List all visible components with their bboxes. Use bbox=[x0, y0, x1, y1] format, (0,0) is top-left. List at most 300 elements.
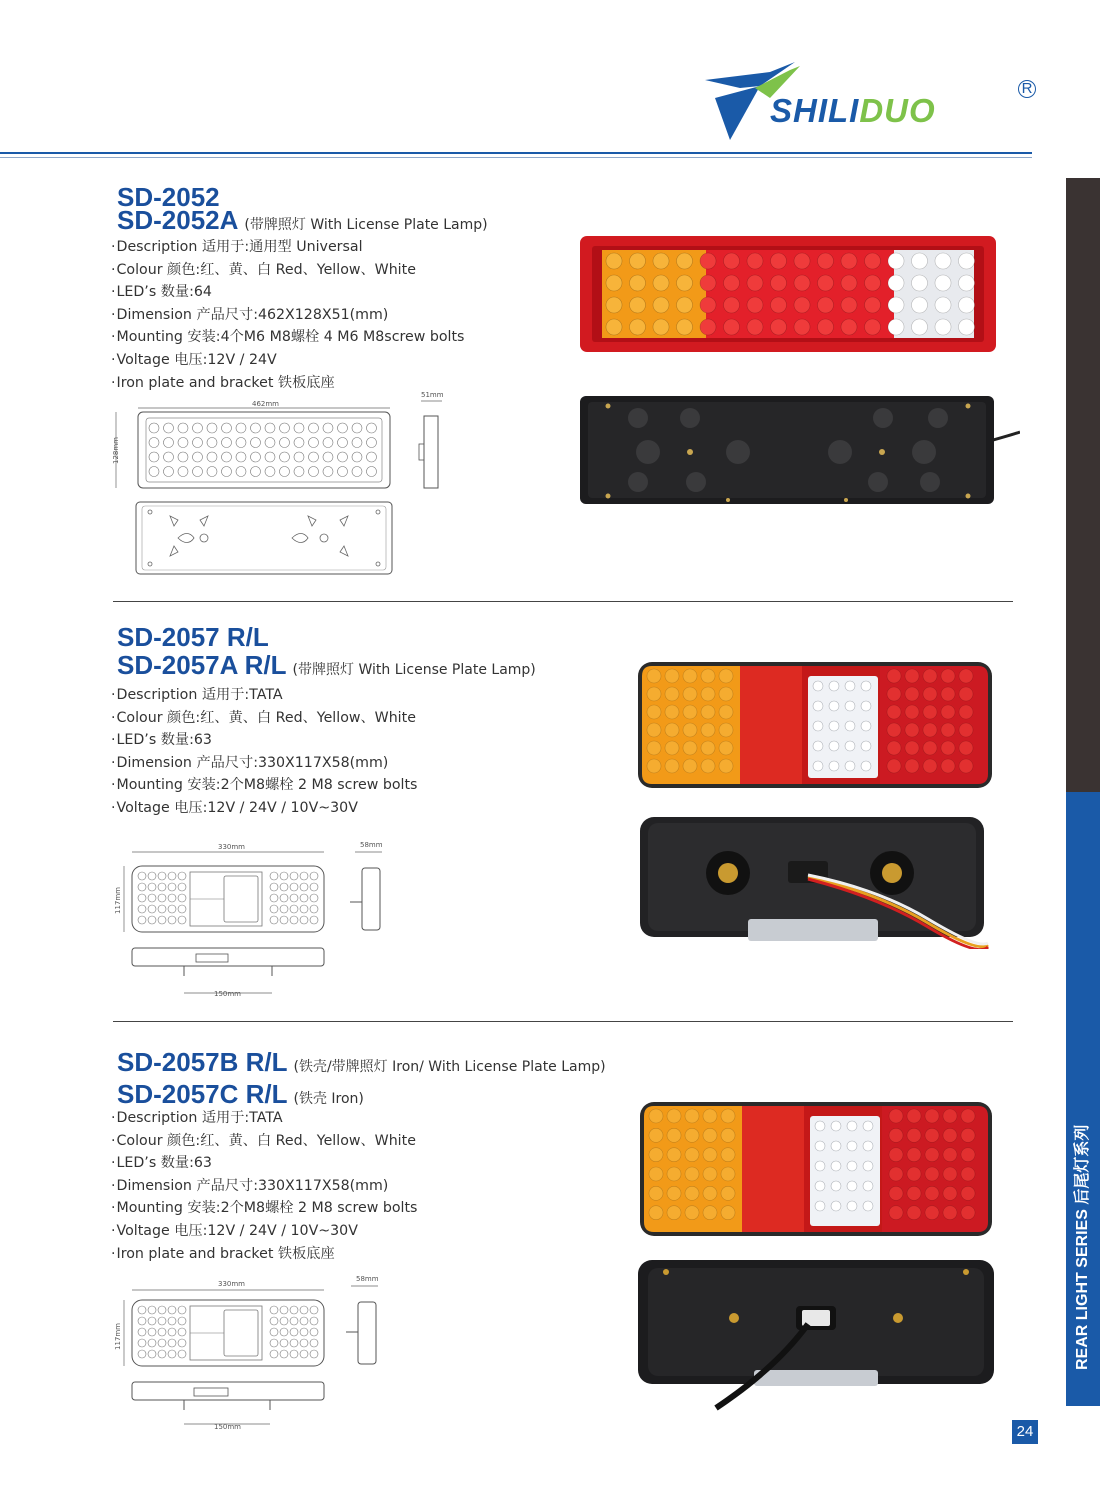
led-dot bbox=[721, 1128, 735, 1142]
led-dot bbox=[251, 452, 261, 462]
led-dot bbox=[677, 275, 693, 291]
led-dot bbox=[367, 452, 377, 462]
led-dot bbox=[907, 1186, 921, 1200]
led-dot bbox=[310, 1317, 318, 1325]
led-dot bbox=[280, 1350, 288, 1358]
led-dot bbox=[724, 275, 740, 291]
led-dot bbox=[178, 423, 188, 433]
led-dot bbox=[168, 916, 176, 924]
led-dot bbox=[178, 1306, 186, 1314]
led-dot bbox=[771, 319, 787, 335]
led-dot bbox=[193, 467, 203, 477]
led-dot bbox=[148, 916, 156, 924]
led-dot bbox=[300, 1317, 308, 1325]
led-dot bbox=[794, 319, 810, 335]
led-dot bbox=[138, 872, 146, 880]
led-dot bbox=[270, 916, 278, 924]
led-dot bbox=[300, 905, 308, 913]
spec-colour: · Colour 颜色:红、黄、白 Red、Yellow、White bbox=[111, 707, 417, 730]
led-dot bbox=[703, 1109, 717, 1123]
led-dot bbox=[280, 894, 288, 902]
led-dot bbox=[270, 1306, 278, 1314]
led-dot bbox=[941, 759, 955, 773]
led-dot bbox=[294, 452, 304, 462]
led-dot bbox=[149, 423, 159, 433]
led-dot bbox=[941, 705, 955, 719]
led-dot bbox=[323, 467, 333, 477]
led-dot bbox=[829, 761, 839, 771]
spec-iron-plate: · Iron plate and bracket 铁板底座 bbox=[111, 372, 464, 395]
led-dot bbox=[653, 275, 669, 291]
led-dot bbox=[236, 452, 246, 462]
led-dot bbox=[701, 759, 715, 773]
led-dot bbox=[845, 741, 855, 751]
led-dot bbox=[888, 319, 904, 335]
led-dot bbox=[724, 297, 740, 313]
led-dot bbox=[923, 687, 937, 701]
led-dot bbox=[818, 253, 834, 269]
led-dot bbox=[959, 759, 973, 773]
led-dot bbox=[280, 883, 288, 891]
led-dot bbox=[653, 253, 669, 269]
led-dot bbox=[300, 1339, 308, 1347]
led-dot bbox=[943, 1167, 957, 1181]
led-dot bbox=[818, 275, 834, 291]
spec-dimension: · Dimension 产品尺寸:462X128X51(mm) bbox=[111, 304, 464, 327]
led-dot bbox=[685, 1206, 699, 1220]
led-dot bbox=[667, 1186, 681, 1200]
led-dot bbox=[721, 1148, 735, 1162]
led-dot bbox=[912, 253, 928, 269]
led-grid-drawing bbox=[138, 872, 318, 924]
spec-voltage: · Voltage 电压:12V / 24V bbox=[111, 349, 464, 372]
led-dot bbox=[829, 681, 839, 691]
led-dot bbox=[925, 1109, 939, 1123]
dim-depth-label: 58mm bbox=[356, 1275, 379, 1283]
led-dot bbox=[959, 705, 973, 719]
led-dot bbox=[703, 1128, 717, 1142]
led-dot bbox=[943, 1186, 957, 1200]
led-dot bbox=[889, 1148, 903, 1162]
led-dot bbox=[703, 1148, 717, 1162]
dim-width-label: 462mm bbox=[252, 400, 279, 408]
led-dot bbox=[606, 319, 622, 335]
led-dot bbox=[889, 1167, 903, 1181]
led-dot bbox=[270, 1317, 278, 1325]
led-dot bbox=[649, 1148, 663, 1162]
led-dot bbox=[907, 1167, 921, 1181]
led-dot bbox=[861, 721, 871, 731]
led-dot bbox=[845, 721, 855, 731]
led-dot bbox=[703, 1186, 717, 1200]
led-dot bbox=[158, 916, 166, 924]
lamp-front-photo-sd2057b bbox=[638, 1100, 994, 1238]
led-dot bbox=[149, 452, 159, 462]
led-dot bbox=[270, 872, 278, 880]
led-dot bbox=[265, 452, 275, 462]
led-dot bbox=[685, 1128, 699, 1142]
led-grid-drawing bbox=[138, 1306, 318, 1358]
led-dot bbox=[178, 452, 188, 462]
dim-depth-label: 58mm bbox=[360, 841, 383, 849]
led-dot bbox=[683, 741, 697, 755]
led-dot bbox=[290, 1350, 298, 1358]
led-dot bbox=[925, 1128, 939, 1142]
led-dot bbox=[959, 275, 975, 291]
led-dot bbox=[178, 1317, 186, 1325]
led-dot bbox=[813, 721, 823, 731]
led-dot bbox=[352, 467, 362, 477]
led-dot bbox=[701, 669, 715, 683]
led-dot bbox=[719, 669, 733, 683]
led-dot bbox=[280, 467, 290, 477]
led-dot bbox=[178, 916, 186, 924]
led-dot bbox=[829, 721, 839, 731]
led-dot bbox=[907, 1148, 921, 1162]
led-dot bbox=[845, 701, 855, 711]
led-dot bbox=[925, 1148, 939, 1162]
led-dot bbox=[818, 319, 834, 335]
led-dot bbox=[207, 423, 217, 433]
led-dot bbox=[841, 319, 857, 335]
led-dot bbox=[719, 687, 733, 701]
model-title-sd2057: SD-2057 R/L bbox=[117, 622, 269, 652]
led-dot bbox=[677, 319, 693, 335]
led-dot bbox=[178, 894, 186, 902]
led-dot bbox=[861, 741, 871, 751]
led-dot bbox=[222, 438, 232, 448]
led-dot bbox=[719, 705, 733, 719]
led-dot bbox=[865, 253, 881, 269]
led-dot bbox=[667, 1148, 681, 1162]
led-dot bbox=[905, 669, 919, 683]
led-dot bbox=[265, 467, 275, 477]
led-dot bbox=[889, 1109, 903, 1123]
led-dot bbox=[667, 1128, 681, 1142]
led-dot bbox=[193, 423, 203, 433]
led-dot bbox=[270, 883, 278, 891]
registered-mark: R bbox=[1018, 80, 1036, 98]
led-dot bbox=[352, 452, 362, 462]
led-dot bbox=[310, 1350, 318, 1358]
led-dot bbox=[907, 1109, 921, 1123]
led-dot bbox=[138, 1350, 146, 1358]
led-dot bbox=[912, 275, 928, 291]
lamp-back-photo-sd2057b bbox=[636, 1258, 996, 1416]
led-dot bbox=[841, 253, 857, 269]
led-dot bbox=[222, 467, 232, 477]
led-dot bbox=[309, 438, 319, 448]
led-dot bbox=[724, 319, 740, 335]
spec-mounting: · Mounting 安装:2个M8螺栓 2 M8 screw bolts bbox=[111, 774, 417, 797]
spec-description: · Description 适用于:通用型 Universal bbox=[111, 236, 464, 259]
led-dot bbox=[630, 297, 646, 313]
led-dot bbox=[847, 1121, 857, 1131]
led-dot bbox=[164, 423, 174, 433]
spec-voltage: · Voltage 电压:12V / 24V / 10V~30V bbox=[111, 797, 417, 820]
led-dot bbox=[907, 1128, 921, 1142]
led-dot bbox=[721, 1109, 735, 1123]
led-dot bbox=[943, 1128, 957, 1142]
led-dot bbox=[138, 1317, 146, 1325]
led-dot bbox=[865, 297, 881, 313]
led-dot bbox=[905, 741, 919, 755]
led-dot bbox=[270, 894, 278, 902]
led-dot bbox=[280, 1317, 288, 1325]
led-dot bbox=[703, 1206, 717, 1220]
led-dot bbox=[236, 438, 246, 448]
led-dot bbox=[168, 1328, 176, 1336]
led-dot bbox=[912, 319, 928, 335]
led-dot bbox=[290, 872, 298, 880]
led-dot bbox=[925, 1206, 939, 1220]
led-dot bbox=[290, 1317, 298, 1325]
led-dot bbox=[148, 905, 156, 913]
led-dot bbox=[665, 741, 679, 755]
led-dot bbox=[178, 1339, 186, 1347]
spec-dimension: · Dimension 产品尺寸:330X117X58(mm) bbox=[111, 1175, 417, 1198]
led-dot bbox=[158, 894, 166, 902]
led-dot bbox=[280, 452, 290, 462]
technical-drawing-sd2057b bbox=[110, 1272, 400, 1436]
led-dot bbox=[310, 1306, 318, 1314]
model-title-sd2057a: SD-2057A R/L (带牌照灯 With License Plate Lamp) bbox=[117, 650, 536, 680]
led-dot bbox=[168, 1306, 176, 1314]
led-dot bbox=[701, 741, 715, 755]
led-dot bbox=[294, 438, 304, 448]
led-dot bbox=[164, 452, 174, 462]
led-dot bbox=[815, 1121, 825, 1131]
led-dot bbox=[649, 1128, 663, 1142]
led-dot bbox=[280, 423, 290, 433]
led-dot bbox=[771, 253, 787, 269]
led-dot bbox=[178, 872, 186, 880]
spec-voltage: · Voltage 电压:12V / 24V / 10V~30V bbox=[111, 1220, 417, 1243]
model-title-sd2052: SD-2052 bbox=[117, 182, 220, 212]
led-dot bbox=[270, 1328, 278, 1336]
led-dot bbox=[647, 705, 661, 719]
spec-mounting: · Mounting 安装:4个M6 M8螺栓 4 M6 M8screw bolts bbox=[111, 326, 464, 349]
led-dot bbox=[935, 275, 951, 291]
led-dot bbox=[719, 759, 733, 773]
led-dot bbox=[310, 894, 318, 902]
led-dot bbox=[845, 681, 855, 691]
led-dot bbox=[861, 761, 871, 771]
led-dot bbox=[310, 1339, 318, 1347]
led-dot bbox=[887, 741, 901, 755]
technical-drawing-sd2052 bbox=[108, 388, 448, 580]
model-title-sd2057b: SD-2057B R/L (铁壳/带牌照灯 Iron/ With License Plate Lamp) bbox=[117, 1047, 606, 1077]
led-dot bbox=[338, 467, 348, 477]
led-dot bbox=[207, 467, 217, 477]
led-dot bbox=[861, 701, 871, 711]
led-dot bbox=[148, 1306, 156, 1314]
led-dot bbox=[290, 1306, 298, 1314]
led-dot bbox=[865, 275, 881, 291]
led-dot bbox=[865, 319, 881, 335]
led-dot bbox=[943, 1148, 957, 1162]
led-dot bbox=[888, 297, 904, 313]
led-dot bbox=[747, 275, 763, 291]
led-dot bbox=[887, 705, 901, 719]
led-dot bbox=[158, 872, 166, 880]
section-divider bbox=[113, 601, 1013, 602]
led-dot bbox=[207, 452, 217, 462]
led-dot bbox=[831, 1201, 841, 1211]
series-label: REAR LIGHT SERIES 后尾灯系列 bbox=[1074, 1124, 1091, 1370]
led-dot bbox=[815, 1181, 825, 1191]
led-dot bbox=[845, 761, 855, 771]
led-dot bbox=[158, 883, 166, 891]
led-dot bbox=[300, 894, 308, 902]
model-note: (带牌照灯 With License Plate Lamp) bbox=[292, 662, 536, 678]
led-dot bbox=[841, 275, 857, 291]
led-dot bbox=[647, 759, 661, 773]
led-dot bbox=[815, 1141, 825, 1151]
model-title-sd2052a: SD-2052A (带牌照灯 With License Plate Lamp) bbox=[117, 205, 488, 235]
led-dot bbox=[887, 669, 901, 683]
led-dot bbox=[630, 319, 646, 335]
led-dot bbox=[138, 1328, 146, 1336]
led-dot bbox=[290, 1328, 298, 1336]
led-dot bbox=[747, 253, 763, 269]
led-dot bbox=[367, 423, 377, 433]
led-dot bbox=[149, 438, 159, 448]
led-dot bbox=[207, 438, 217, 448]
led-dot bbox=[367, 438, 377, 448]
led-dot bbox=[300, 1328, 308, 1336]
spec-list-sd2052 bbox=[111, 236, 464, 394]
led-dot bbox=[724, 253, 740, 269]
led-dot bbox=[148, 894, 156, 902]
led-dot bbox=[168, 1350, 176, 1358]
led-dot bbox=[158, 1317, 166, 1325]
led-dot bbox=[959, 253, 975, 269]
led-dot bbox=[178, 438, 188, 448]
led-dot bbox=[290, 916, 298, 924]
led-dot bbox=[813, 681, 823, 691]
led-dot bbox=[630, 253, 646, 269]
led-dot bbox=[667, 1206, 681, 1220]
led-dot bbox=[606, 253, 622, 269]
led-dot bbox=[959, 723, 973, 737]
led-dot bbox=[813, 761, 823, 771]
led-dot bbox=[961, 1109, 975, 1123]
led-dot bbox=[300, 872, 308, 880]
led-dot bbox=[649, 1167, 663, 1181]
led-dot bbox=[831, 1141, 841, 1151]
led-grid-drawing bbox=[149, 423, 377, 477]
led-dot bbox=[959, 741, 973, 755]
led-dot bbox=[158, 1306, 166, 1314]
spec-description: · Description 适用于:TATA bbox=[111, 1107, 417, 1130]
led-dot bbox=[647, 723, 661, 737]
led-dot bbox=[685, 1109, 699, 1123]
led-dot bbox=[280, 1306, 288, 1314]
led-dot bbox=[265, 423, 275, 433]
led-dot bbox=[815, 1201, 825, 1211]
led-dot bbox=[685, 1186, 699, 1200]
header-rule bbox=[0, 152, 1032, 154]
led-dot bbox=[683, 669, 697, 683]
led-dot bbox=[338, 423, 348, 433]
led-dot bbox=[888, 275, 904, 291]
led-dot bbox=[935, 253, 951, 269]
led-dot bbox=[222, 423, 232, 433]
led-dot bbox=[280, 905, 288, 913]
spec-description: · Description 适用于:TATA bbox=[111, 684, 417, 707]
led-dot bbox=[270, 1339, 278, 1347]
led-dot bbox=[352, 423, 362, 433]
led-dot bbox=[148, 883, 156, 891]
led-dot bbox=[338, 452, 348, 462]
led-dot bbox=[794, 297, 810, 313]
led-dot bbox=[178, 467, 188, 477]
dim-width-label: 330mm bbox=[218, 1280, 245, 1288]
led-dot bbox=[889, 1206, 903, 1220]
led-dot bbox=[925, 1167, 939, 1181]
led-dot bbox=[683, 723, 697, 737]
led-dot bbox=[863, 1121, 873, 1131]
led-dot bbox=[831, 1181, 841, 1191]
led-dot bbox=[193, 452, 203, 462]
led-dot bbox=[841, 297, 857, 313]
led-dot bbox=[700, 319, 716, 335]
led-dot bbox=[831, 1161, 841, 1171]
led-dot bbox=[300, 1306, 308, 1314]
led-dot bbox=[719, 741, 733, 755]
led-dot bbox=[771, 297, 787, 313]
spec-leds: · LED’s 数量:63 bbox=[111, 1152, 417, 1175]
led-dot bbox=[683, 759, 697, 773]
led-dot bbox=[158, 1339, 166, 1347]
led-dot bbox=[959, 319, 975, 335]
led-dot bbox=[649, 1186, 663, 1200]
dim-bolt-label: 150mm bbox=[214, 990, 241, 998]
led-dot bbox=[222, 452, 232, 462]
led-dot bbox=[847, 1201, 857, 1211]
lamp-back-photo-sd2057 bbox=[638, 813, 1000, 949]
led-dot bbox=[310, 1328, 318, 1336]
led-dot bbox=[178, 883, 186, 891]
led-dot bbox=[941, 669, 955, 683]
model-note: (铁壳/带牌照灯 Iron/ With License Plate Lamp) bbox=[293, 1059, 606, 1075]
led-dot bbox=[138, 1339, 146, 1347]
led-dot bbox=[158, 905, 166, 913]
led-dot bbox=[700, 253, 716, 269]
led-dot bbox=[943, 1109, 957, 1123]
led-dot bbox=[168, 883, 176, 891]
led-dot bbox=[158, 1328, 166, 1336]
spec-dimension: · Dimension 产品尺寸:330X117X58(mm) bbox=[111, 752, 417, 775]
section-divider bbox=[113, 1021, 1013, 1022]
spec-list-sd2057 bbox=[111, 684, 417, 820]
page-number: 24 bbox=[1012, 1420, 1038, 1444]
led-dot bbox=[653, 319, 669, 335]
led-dot bbox=[887, 759, 901, 773]
dim-height-label: 128mm bbox=[112, 437, 120, 464]
led-dot bbox=[701, 723, 715, 737]
led-dot bbox=[905, 723, 919, 737]
lamp-back-photo-sd2052 bbox=[578, 392, 1020, 510]
led-dot bbox=[280, 1339, 288, 1347]
led-dot bbox=[280, 916, 288, 924]
led-dot bbox=[665, 669, 679, 683]
led-dot bbox=[647, 669, 661, 683]
model-title-sd2057c: SD-2057C R/L (铁壳 Iron) bbox=[117, 1079, 364, 1109]
led-dot bbox=[148, 872, 156, 880]
led-dot bbox=[667, 1109, 681, 1123]
